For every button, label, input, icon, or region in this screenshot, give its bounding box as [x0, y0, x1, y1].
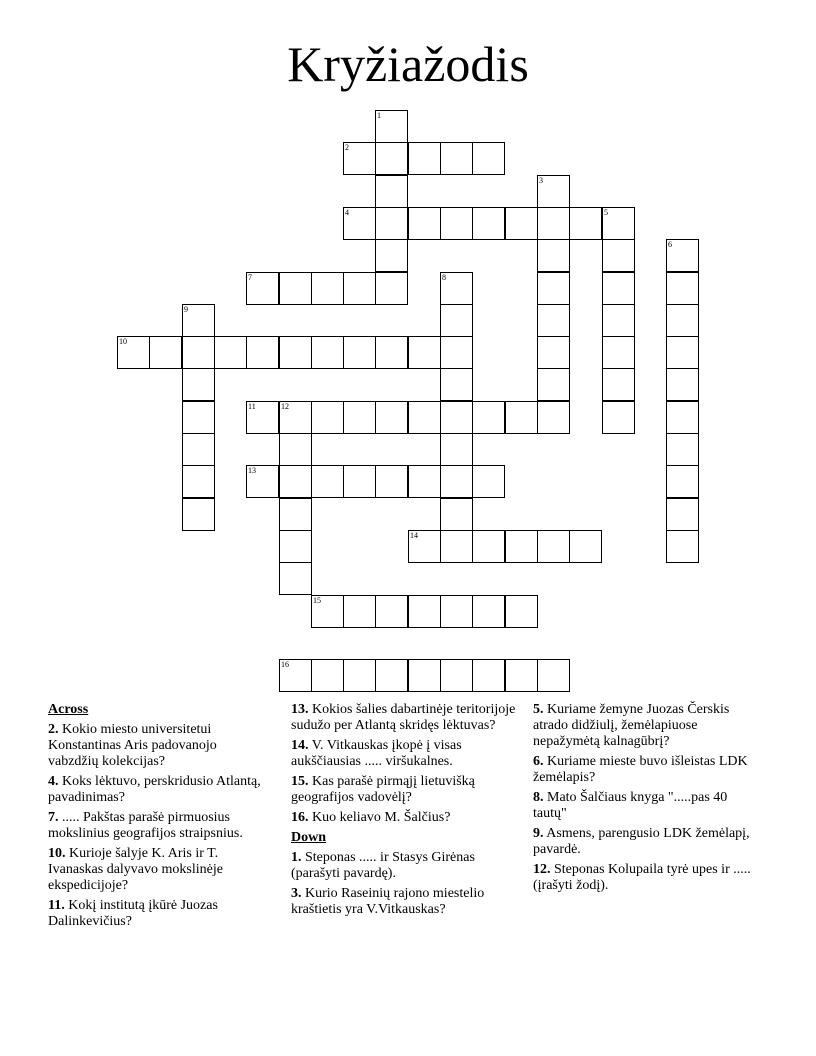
- grid-cell[interactable]: [666, 465, 699, 498]
- grid-cell[interactable]: [343, 336, 376, 369]
- grid-cell[interactable]: [505, 659, 538, 692]
- clue-text: Kokio miesto universitetui Konstantinas Aris padovanojo vabzdžių kolekcijas?: [48, 722, 217, 769]
- grid-cell[interactable]: [311, 336, 344, 369]
- grid-cell[interactable]: [440, 304, 473, 337]
- grid-cell[interactable]: [537, 368, 570, 401]
- grid-cell[interactable]: [537, 272, 570, 305]
- grid-cell[interactable]: [279, 272, 312, 305]
- grid-cell[interactable]: [666, 336, 699, 369]
- grid-cell[interactable]: [602, 207, 635, 240]
- across-clue-list: [48, 722, 266, 930]
- grid-cell[interactable]: [472, 465, 505, 498]
- grid-cell[interactable]: [343, 207, 376, 240]
- grid-cell[interactable]: [472, 659, 505, 692]
- clue-number: 2.: [48, 722, 59, 737]
- grid-cell[interactable]: [311, 401, 344, 434]
- grid-cell[interactable]: [279, 659, 312, 692]
- grid-cell[interactable]: [343, 465, 376, 498]
- clue-text: Kuriame žemyne Juozas Čerskis atrado didžiulį, žemėlapiuose nepažymėtą kalnagūbrį?: [533, 702, 730, 749]
- clue-number-label: 4: [345, 208, 349, 217]
- clue-number-label: 13: [248, 466, 256, 475]
- grid-cell[interactable]: [279, 562, 312, 595]
- clue-text: Kas parašė pirmąjį lietuvišką geografijos vadovėlį?: [291, 774, 475, 805]
- grid-cell[interactable]: [343, 272, 376, 305]
- clue-number: 8.: [533, 790, 544, 805]
- grid-cell[interactable]: [537, 336, 570, 369]
- clue-number: 5.: [533, 702, 544, 717]
- grid-cell[interactable]: [666, 401, 699, 434]
- grid-cell[interactable]: [408, 659, 441, 692]
- clue-number: 3.: [291, 886, 302, 901]
- clue-item: [533, 790, 753, 822]
- grid-cell[interactable]: [375, 175, 408, 208]
- grid-cell[interactable]: [375, 239, 408, 272]
- clue-number: 14.: [291, 738, 309, 753]
- grid-cell[interactable]: [182, 465, 215, 498]
- clue-number: 7.: [48, 810, 59, 825]
- grid-cell[interactable]: [279, 336, 312, 369]
- grid-cell[interactable]: [279, 498, 312, 531]
- grid-cell[interactable]: [214, 336, 247, 369]
- clue-item: [533, 702, 753, 750]
- grid-cell[interactable]: [311, 659, 344, 692]
- across-clue-list-continued: [291, 702, 521, 826]
- clue-number: 10.: [48, 846, 66, 861]
- grid-cell[interactable]: [440, 336, 473, 369]
- grid-cell[interactable]: [408, 530, 441, 563]
- clue-item: [48, 898, 266, 930]
- grid-cell[interactable]: [440, 368, 473, 401]
- clue-item: [48, 774, 266, 806]
- clue-text: Kuo keliavo M. Šalčius?: [308, 810, 451, 825]
- grid-cell[interactable]: [311, 272, 344, 305]
- grid-cell[interactable]: [472, 595, 505, 628]
- grid-cell[interactable]: [602, 272, 635, 305]
- clue-text: Kuriame mieste buvo išleistas LDK žemėlapis?: [533, 754, 748, 785]
- clue-number: 11.: [48, 898, 65, 913]
- clue-item: [48, 846, 266, 894]
- grid-cell[interactable]: [602, 368, 635, 401]
- grid-cell[interactable]: [505, 401, 538, 434]
- grid-cell[interactable]: [537, 175, 570, 208]
- clue-number: 4.: [48, 774, 59, 789]
- clue-number-label: 2: [345, 143, 349, 152]
- grid-cell[interactable]: [375, 272, 408, 305]
- grid-cell[interactable]: [343, 595, 376, 628]
- grid-cell[interactable]: [440, 465, 473, 498]
- grid-cell[interactable]: [505, 530, 538, 563]
- clue-text: Mato Šalčiaus knyga ".....pas 40 tautų": [533, 790, 728, 821]
- grid-cell[interactable]: [537, 659, 570, 692]
- grid-cell[interactable]: [472, 530, 505, 563]
- grid-cell[interactable]: [343, 401, 376, 434]
- grid-cell[interactable]: [246, 401, 279, 434]
- clue-item: [291, 850, 521, 882]
- grid-cell[interactable]: [375, 659, 408, 692]
- clue-number-label: 9: [184, 305, 188, 314]
- grid-cell[interactable]: [182, 304, 215, 337]
- clue-number-label: 3: [539, 176, 543, 185]
- clue-item: [533, 754, 753, 786]
- grid-cell[interactable]: [602, 239, 635, 272]
- clue-text: Steponas Kolupaila tyrė upes ir ..... (įrašyti žodį).: [533, 862, 751, 893]
- grid-cell[interactable]: [375, 401, 408, 434]
- grid-cell[interactable]: [472, 207, 505, 240]
- grid-cell[interactable]: [472, 142, 505, 175]
- grid-cell[interactable]: [408, 465, 441, 498]
- grid-cell[interactable]: [666, 498, 699, 531]
- grid-cell[interactable]: [537, 401, 570, 434]
- grid-cell[interactable]: [246, 272, 279, 305]
- grid-cell[interactable]: [375, 207, 408, 240]
- grid-cell[interactable]: [311, 465, 344, 498]
- grid-cell[interactable]: [182, 336, 215, 369]
- grid-cell[interactable]: [440, 659, 473, 692]
- clue-number: 12.: [533, 862, 551, 877]
- grid-cell[interactable]: [602, 401, 635, 434]
- clue-number-label: 7: [248, 273, 252, 282]
- grid-cell[interactable]: [182, 401, 215, 434]
- grid-cell[interactable]: [569, 207, 602, 240]
- grid-cell[interactable]: [182, 368, 215, 401]
- grid-cell[interactable]: [666, 433, 699, 466]
- grid-cell[interactable]: [408, 595, 441, 628]
- clue-item: [291, 810, 521, 826]
- clue-text: Kokį institutą įkūrė Juozas Dalinkevičius?: [48, 898, 218, 929]
- grid-cell[interactable]: [343, 659, 376, 692]
- clue-number: 6.: [533, 754, 544, 769]
- down-clue-list: [291, 850, 521, 918]
- clue-item: [291, 738, 521, 770]
- grid-cell[interactable]: [279, 433, 312, 466]
- clue-text: Asmens, parengusio LDK žemėlapį, pavardė.: [533, 826, 750, 857]
- grid-cell[interactable]: [375, 110, 408, 143]
- clue-number-label: 1: [377, 111, 381, 120]
- grid-cell[interactable]: [440, 530, 473, 563]
- clue-text: Steponas ..... ir Stasys Girėnas (parašyti pavardę).: [291, 850, 475, 881]
- grid-cell[interactable]: [375, 336, 408, 369]
- clues-column-3: [533, 702, 753, 898]
- clue-text: Kurioje šalyje K. Aris ir T. Ivanaskas dalyvavo mokslinėje ekspedicijoje?: [48, 846, 223, 893]
- clue-text: Kurio Raseinių rajono miestelio kraštietis yra V.Vitkauskas?: [291, 886, 485, 917]
- grid-cell[interactable]: [343, 142, 376, 175]
- grid-cell[interactable]: [279, 530, 312, 563]
- grid-cell[interactable]: [440, 142, 473, 175]
- clue-number-label: 5: [604, 208, 608, 217]
- grid-cell[interactable]: [537, 207, 570, 240]
- grid-cell[interactable]: [279, 465, 312, 498]
- grid-cell[interactable]: [408, 142, 441, 175]
- grid-cell[interactable]: [182, 498, 215, 531]
- grid-cell[interactable]: [149, 336, 182, 369]
- grid-cell[interactable]: [440, 272, 473, 305]
- grid-cell[interactable]: [408, 336, 441, 369]
- clue-item: [291, 774, 521, 806]
- grid-cell[interactable]: [311, 595, 344, 628]
- grid-cell[interactable]: [375, 142, 408, 175]
- clue-number-label: 10: [119, 337, 127, 346]
- grid-cell[interactable]: [246, 465, 279, 498]
- grid-cell[interactable]: [666, 368, 699, 401]
- clue-item: [291, 702, 521, 734]
- clue-number-label: 15: [313, 596, 321, 605]
- clue-text: Koks lėktuvo, perskridusio Atlantą, pavadinimas?: [48, 774, 261, 805]
- grid-cell[interactable]: [666, 239, 699, 272]
- grid-cell[interactable]: [408, 207, 441, 240]
- grid-cell[interactable]: [472, 401, 505, 434]
- grid-cell[interactable]: [117, 336, 150, 369]
- clue-item: [48, 810, 266, 842]
- clues-column-2: [291, 702, 521, 922]
- clue-number: 9.: [533, 826, 544, 841]
- clue-number: 16.: [291, 810, 309, 825]
- clue-number-label: 6: [668, 240, 672, 249]
- grid-cell[interactable]: [602, 336, 635, 369]
- clue-text: V. Vitkauskas įkopė į visas aukščiausias ..... viršukalnes.: [291, 738, 462, 769]
- grid-cell[interactable]: [440, 207, 473, 240]
- grid-cell[interactable]: [279, 401, 312, 434]
- clue-text: ..... Pakštas parašė pirmuosius mokslinius geografijos straipsnius.: [48, 810, 243, 841]
- grid-cell[interactable]: [666, 304, 699, 337]
- grid-cell[interactable]: [666, 530, 699, 563]
- grid-cell[interactable]: [537, 530, 570, 563]
- down-clue-list-continued: [533, 702, 753, 894]
- grid-cell[interactable]: [505, 595, 538, 628]
- clue-number-label: 16: [281, 660, 289, 669]
- grid-cell[interactable]: [537, 239, 570, 272]
- grid-cell[interactable]: [505, 207, 538, 240]
- grid-cell[interactable]: [440, 433, 473, 466]
- grid-cell[interactable]: [375, 465, 408, 498]
- clue-number: 13.: [291, 702, 309, 717]
- grid-cell[interactable]: [602, 304, 635, 337]
- clue-item: [533, 862, 753, 894]
- clue-number-label: 8: [442, 273, 446, 282]
- down-heading: Down: [291, 830, 327, 845]
- clue-number-label: 14: [410, 531, 418, 540]
- grid-cell[interactable]: [440, 498, 473, 531]
- across-heading: Across: [48, 702, 89, 717]
- clue-text: Kokios šalies dabartinėje teritorijoje sudužo per Atlantą skridęs lėktuvas?: [291, 702, 516, 733]
- clue-item: [291, 886, 521, 918]
- clue-item: [533, 826, 753, 858]
- page-title: Kryžiažodis: [287, 36, 529, 92]
- clue-number: 1.: [291, 850, 302, 865]
- grid-cell[interactable]: [182, 433, 215, 466]
- grid-cell[interactable]: [569, 530, 602, 563]
- clue-number: 15.: [291, 774, 309, 789]
- clues-column-1: [48, 702, 266, 934]
- clue-number-label: 11: [248, 402, 256, 411]
- clue-item: [48, 722, 266, 770]
- grid-cell[interactable]: [440, 401, 473, 434]
- grid-cell[interactable]: [666, 272, 699, 305]
- grid-cell[interactable]: [375, 595, 408, 628]
- grid-cell[interactable]: [440, 595, 473, 628]
- grid-cell[interactable]: [537, 304, 570, 337]
- grid-cell[interactable]: [408, 401, 441, 434]
- clue-number-label: 12: [281, 402, 289, 411]
- grid-cell[interactable]: [246, 336, 279, 369]
